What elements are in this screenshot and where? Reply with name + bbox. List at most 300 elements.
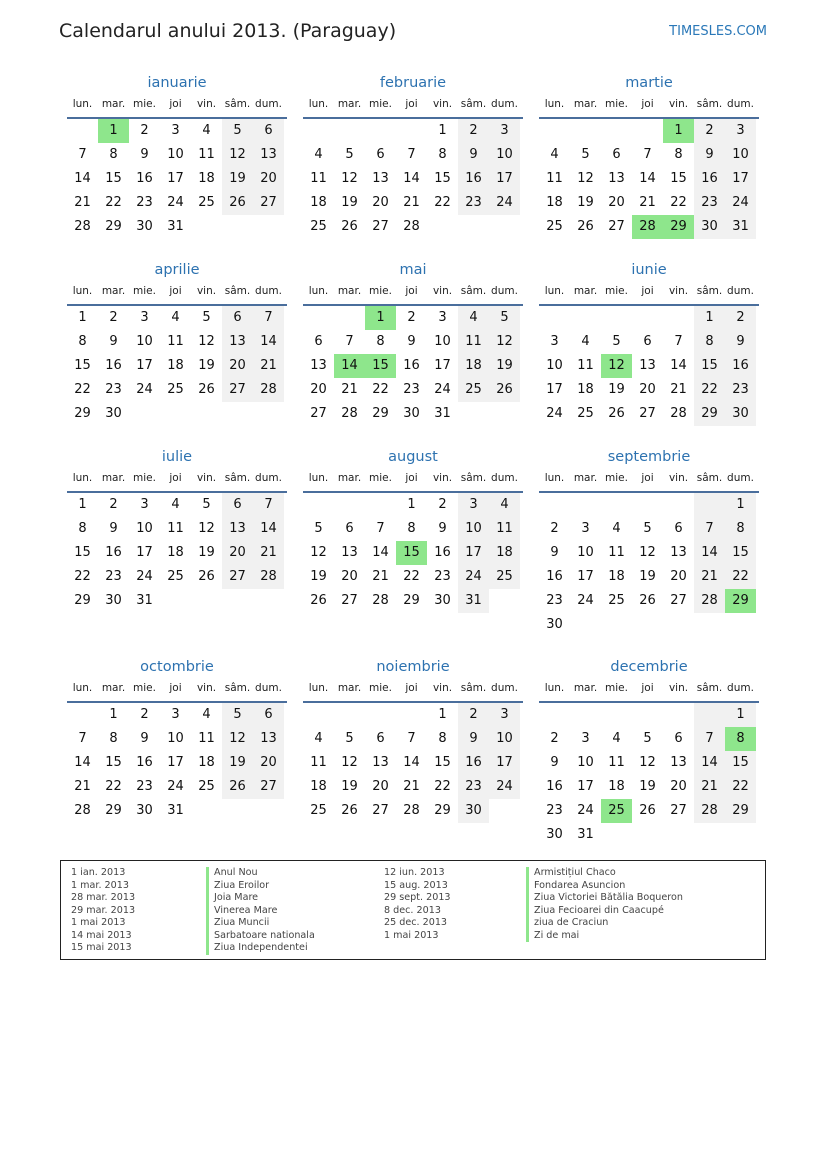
holiday-day-cell: 25 (601, 799, 632, 823)
empty-day-cell (694, 613, 725, 637)
day-cell: 18 (198, 755, 215, 770)
empty-day-cell (303, 306, 334, 330)
day-cell: 8 (725, 517, 756, 541)
day-cell: 3 (489, 703, 520, 727)
weekday-label: joi (641, 682, 654, 694)
legend-names-right (526, 867, 683, 942)
weekday-label: dum. (255, 472, 282, 484)
legend-date: 15 mai 2013 (71, 942, 132, 953)
legend-holiday-name: Joia Mare (206, 892, 315, 905)
day-cell: 31 (136, 593, 153, 608)
day-cell: 6 (314, 334, 323, 349)
day-cell: 27 (253, 775, 284, 799)
day-cell: 22 (725, 775, 756, 799)
weekday-label: lun. (72, 98, 93, 110)
empty-day-cell (303, 703, 334, 727)
holiday-day-cell: 15 (396, 541, 427, 565)
legend-holiday-name: Fondarea Asuncion (526, 880, 683, 893)
weekday-label: joi (405, 285, 418, 297)
weekday-label: joi (641, 285, 654, 297)
legend-date: 1 mai 2013 (71, 917, 126, 928)
day-cell: 20 (222, 354, 253, 378)
day-cell: 20 (372, 195, 389, 210)
day-cell: 28 (74, 219, 91, 234)
day-cell: 25 (458, 378, 489, 402)
day-cell: 24 (725, 191, 756, 215)
month-name: februarie (379, 75, 447, 91)
day-cell: 7 (78, 731, 87, 746)
legend-holiday-name: Ziua Fecioarei din Caacupé (526, 905, 683, 918)
day-cell: 3 (171, 123, 180, 138)
day-cell: 26 (639, 593, 656, 608)
day-cell: 25 (198, 779, 215, 794)
legend-date: 29 sept. 2013 (384, 892, 451, 903)
weekday-label: mar. (573, 285, 598, 297)
day-cell: 26 (198, 382, 215, 397)
day-cell: 27 (253, 191, 284, 215)
day-cell: 13 (222, 517, 253, 541)
site-link[interactable]: TIMESLES.COM (669, 24, 767, 39)
day-cell: 19 (198, 358, 215, 373)
empty-day-cell (570, 493, 601, 517)
holiday-day-cell: 15 (365, 354, 396, 378)
empty-day-cell (253, 402, 284, 426)
day-cell: 6 (376, 731, 385, 746)
week-row (539, 589, 759, 613)
day-cell: 7 (643, 147, 652, 162)
day-cell: 3 (438, 310, 447, 325)
weekday-label: vin. (668, 285, 689, 297)
empty-day-cell (570, 703, 601, 727)
day-cell: 10 (489, 143, 520, 167)
day-cell: 21 (253, 354, 284, 378)
week-row (539, 703, 759, 727)
week-row (539, 775, 759, 799)
weekday-header (539, 281, 759, 306)
month-name: octombrie (140, 659, 214, 675)
day-cell: 8 (407, 521, 416, 536)
day-cell: 12 (222, 727, 253, 751)
day-cell: 30 (136, 219, 153, 234)
weekday-label: joi (169, 682, 182, 694)
day-cell: 29 (434, 803, 451, 818)
day-cell: 4 (314, 147, 323, 162)
day-cell: 17 (725, 167, 756, 191)
day-cell: 7 (407, 147, 416, 162)
day-cell: 24 (489, 775, 520, 799)
day-cell: 21 (372, 569, 389, 584)
holiday-day-cell: 1 (98, 119, 129, 143)
weekday-label: lun. (308, 98, 329, 110)
weekday-label: lun. (72, 285, 93, 297)
weekday-label: mie. (369, 682, 392, 694)
day-cell: 26 (310, 593, 327, 608)
week-row (67, 378, 287, 402)
day-cell: 10 (434, 334, 451, 349)
weekday-label: lun. (544, 472, 565, 484)
empty-day-cell (253, 589, 284, 613)
weekday-header (67, 94, 287, 119)
day-cell: 23 (105, 382, 122, 397)
day-cell: 13 (372, 171, 389, 186)
weekday-label: mie. (133, 98, 156, 110)
day-cell: 9 (407, 334, 416, 349)
week-row (539, 823, 759, 847)
day-cell: 12 (198, 521, 215, 536)
day-cell: 25 (489, 565, 520, 589)
empty-day-cell (191, 402, 222, 426)
day-cell: 29 (403, 593, 420, 608)
day-cell: 3 (581, 731, 590, 746)
week-row (303, 306, 523, 330)
legend-date: 12 iun. 2013 (384, 867, 445, 878)
day-cell: 31 (167, 219, 184, 234)
weekday-label: joi (169, 472, 182, 484)
day-cell: 13 (639, 358, 656, 373)
month-decembrie (539, 656, 759, 847)
week-row (67, 565, 287, 589)
week-row (539, 378, 759, 402)
day-cell: 31 (577, 827, 594, 842)
empty-day-cell (632, 613, 663, 637)
day-cell: 19 (222, 751, 253, 775)
day-cell: 5 (345, 731, 354, 746)
day-cell: 30 (434, 593, 451, 608)
weekday-label: dum. (727, 98, 754, 110)
empty-day-cell (601, 119, 632, 143)
empty-day-cell (334, 119, 365, 143)
day-cell: 28 (403, 803, 420, 818)
weekday-label: joi (641, 98, 654, 110)
day-cell: 25 (198, 195, 215, 210)
day-cell: 27 (372, 219, 389, 234)
day-cell: 27 (222, 378, 253, 402)
empty-day-cell (601, 493, 632, 517)
holiday-day-cell: 28 (632, 215, 663, 239)
weekday-label: mie. (605, 285, 628, 297)
weekday-label: mar. (101, 98, 126, 110)
day-cell: 15 (105, 755, 122, 770)
weekday-label: sâm. (460, 285, 487, 297)
weekday-label: vin. (668, 682, 689, 694)
day-cell: 23 (725, 378, 756, 402)
day-cell: 22 (105, 779, 122, 794)
day-cell: 23 (136, 779, 153, 794)
day-cell: 13 (670, 545, 687, 560)
day-cell: 29 (74, 593, 91, 608)
day-cell: 30 (546, 827, 563, 842)
day-cell: 2 (550, 731, 559, 746)
empty-day-cell (601, 306, 632, 330)
day-cell: 5 (612, 334, 621, 349)
weekday-label: mie. (369, 98, 392, 110)
day-cell: 15 (725, 541, 756, 565)
day-cell: 29 (105, 219, 122, 234)
day-cell: 25 (167, 382, 184, 397)
empty-day-cell (253, 799, 284, 823)
day-cell: 17 (546, 382, 563, 397)
day-cell: 23 (546, 593, 563, 608)
weekday-label: sâm. (224, 682, 251, 694)
legend-date: 28 mar. 2013 (71, 892, 136, 903)
day-cell: 20 (670, 569, 687, 584)
week-row (67, 191, 287, 215)
day-cell: 11 (310, 755, 327, 770)
empty-day-cell (694, 703, 725, 727)
week-row (303, 330, 523, 354)
day-cell: 14 (372, 545, 389, 560)
day-cell: 10 (577, 545, 594, 560)
weekday-label: vin. (196, 472, 217, 484)
weekday-label: vin. (668, 472, 689, 484)
weekday-label: mar. (573, 682, 598, 694)
weekday-label: sâm. (460, 98, 487, 110)
day-cell: 22 (105, 195, 122, 210)
day-cell: 16 (136, 171, 153, 186)
day-cell: 12 (310, 545, 327, 560)
month-iulie (67, 446, 287, 613)
month-mai (303, 259, 523, 426)
week-row (303, 215, 523, 239)
day-cell: 10 (546, 358, 563, 373)
day-cell: 26 (489, 378, 520, 402)
week-row (539, 191, 759, 215)
day-cell: 6 (253, 703, 284, 727)
weekday-label: lun. (308, 472, 329, 484)
month-aprilie (67, 259, 287, 426)
day-cell: 27 (608, 219, 625, 234)
day-cell: 12 (639, 755, 656, 770)
empty-day-cell (539, 119, 570, 143)
week-row (539, 306, 759, 330)
empty-day-cell (632, 306, 663, 330)
day-cell: 11 (458, 330, 489, 354)
day-cell: 4 (612, 521, 621, 536)
day-cell: 28 (253, 565, 284, 589)
day-cell: 25 (577, 406, 594, 421)
empty-day-cell (160, 402, 191, 426)
day-cell: 10 (136, 334, 153, 349)
week-row (303, 167, 523, 191)
day-cell: 30 (546, 617, 563, 632)
day-cell: 21 (403, 779, 420, 794)
day-cell: 11 (198, 147, 215, 162)
day-cell: 1 (438, 707, 447, 722)
day-cell: 27 (341, 593, 358, 608)
day-cell: 5 (222, 703, 253, 727)
empty-day-cell (570, 613, 601, 637)
week-row (303, 589, 523, 613)
day-cell: 15 (74, 545, 91, 560)
day-cell: 13 (608, 171, 625, 186)
weekday-label: dum. (491, 98, 518, 110)
day-cell: 20 (639, 382, 656, 397)
legend-holiday-name: ziua de Craciun (526, 917, 683, 930)
day-cell: 25 (608, 593, 625, 608)
day-cell: 26 (608, 406, 625, 421)
day-cell: 4 (314, 731, 323, 746)
day-cell: 23 (458, 191, 489, 215)
week-row (539, 517, 759, 541)
week-row (303, 191, 523, 215)
day-cell: 22 (694, 378, 725, 402)
day-cell: 23 (136, 195, 153, 210)
day-cell: 18 (458, 354, 489, 378)
day-cell: 29 (105, 803, 122, 818)
day-cell: 4 (581, 334, 590, 349)
weekday-label: joi (169, 98, 182, 110)
empty-day-cell (663, 613, 694, 637)
weekday-label: joi (169, 285, 182, 297)
weekday-label: mar. (337, 682, 362, 694)
day-cell: 31 (458, 589, 489, 613)
day-cell: 12 (639, 545, 656, 560)
legend-date: 25 dec. 2013 (384, 917, 448, 928)
day-cell: 17 (136, 358, 153, 373)
day-cell: 8 (438, 147, 447, 162)
weekday-label: dum. (491, 682, 518, 694)
weekday-label: mie. (133, 682, 156, 694)
day-cell: 21 (341, 382, 358, 397)
weekday-header (67, 678, 287, 703)
day-cell: 10 (489, 727, 520, 751)
legend-holiday-name: Ziua Independentei (206, 942, 315, 955)
day-cell: 22 (403, 569, 420, 584)
day-cell: 10 (167, 147, 184, 162)
holiday-day-cell: 1 (663, 119, 694, 143)
week-row (539, 565, 759, 589)
weekday-label: mie. (605, 98, 628, 110)
day-cell: 4 (612, 731, 621, 746)
empty-day-cell (694, 823, 725, 847)
day-cell: 1 (438, 123, 447, 138)
empty-day-cell (539, 493, 570, 517)
weekday-label: sâm. (224, 285, 251, 297)
day-cell: 13 (253, 727, 284, 751)
day-cell: 16 (725, 354, 756, 378)
day-cell: 28 (403, 219, 420, 234)
day-cell: 21 (639, 195, 656, 210)
day-cell: 5 (202, 310, 211, 325)
legend-dates-right (384, 867, 451, 942)
weekday-label: dum. (255, 285, 282, 297)
day-cell: 16 (546, 779, 563, 794)
weekday-label: sâm. (460, 682, 487, 694)
day-cell: 29 (694, 402, 725, 426)
week-row (539, 727, 759, 751)
week-row (539, 613, 759, 637)
day-cell: 9 (140, 731, 149, 746)
day-cell: 14 (694, 541, 725, 565)
day-cell: 16 (546, 569, 563, 584)
day-cell: 4 (202, 707, 211, 722)
empty-day-cell (334, 703, 365, 727)
day-cell: 7 (376, 521, 385, 536)
empty-day-cell (663, 306, 694, 330)
week-row (303, 727, 523, 751)
day-cell: 4 (202, 123, 211, 138)
week-row (303, 402, 523, 426)
day-cell: 10 (577, 755, 594, 770)
day-cell: 3 (550, 334, 559, 349)
day-cell: 20 (310, 382, 327, 397)
day-cell: 22 (74, 382, 91, 397)
empty-day-cell (67, 703, 98, 727)
legend-date: 1 ian. 2013 (71, 867, 126, 878)
empty-day-cell (489, 402, 520, 426)
day-cell: 7 (694, 727, 725, 751)
month-name: mai (399, 262, 427, 278)
day-cell: 5 (202, 497, 211, 512)
day-cell: 20 (341, 569, 358, 584)
month-octombrie (67, 656, 287, 823)
day-cell: 13 (372, 755, 389, 770)
month-name: ianuarie (147, 75, 207, 91)
day-cell: 19 (608, 382, 625, 397)
weekday-header (303, 468, 523, 493)
week-row (67, 589, 287, 613)
month-noiembrie (303, 656, 523, 823)
day-cell: 7 (694, 517, 725, 541)
day-cell: 24 (489, 191, 520, 215)
weekday-label: dum. (491, 472, 518, 484)
holiday-day-cell: 14 (334, 354, 365, 378)
weekday-label: vin. (432, 682, 453, 694)
day-cell: 21 (694, 565, 725, 589)
legend-holiday-name: Zi de mai (526, 930, 683, 943)
week-row (67, 119, 287, 143)
legend-dates-left (71, 867, 135, 955)
empty-day-cell (601, 823, 632, 847)
day-cell: 30 (105, 406, 122, 421)
day-cell: 27 (222, 565, 253, 589)
day-cell: 9 (140, 147, 149, 162)
day-cell: 4 (458, 306, 489, 330)
day-cell: 16 (458, 167, 489, 191)
weekday-label: mar. (573, 98, 598, 110)
day-cell: 19 (222, 167, 253, 191)
month-name: martie (625, 75, 673, 91)
day-cell: 2 (458, 119, 489, 143)
week-row (67, 751, 287, 775)
day-cell: 16 (403, 358, 420, 373)
weekday-label: lun. (544, 98, 565, 110)
day-cell: 16 (105, 545, 122, 560)
day-cell: 30 (136, 803, 153, 818)
day-cell: 9 (694, 143, 725, 167)
weekday-header (539, 94, 759, 119)
day-cell: 5 (222, 119, 253, 143)
empty-day-cell (191, 799, 222, 823)
day-cell: 27 (670, 803, 687, 818)
day-cell: 11 (546, 171, 563, 186)
day-cell: 15 (725, 751, 756, 775)
day-cell: 13 (341, 545, 358, 560)
week-row (67, 517, 287, 541)
day-cell: 13 (253, 143, 284, 167)
weekday-label: vin. (196, 285, 217, 297)
day-cell: 20 (253, 167, 284, 191)
day-cell: 14 (670, 358, 687, 373)
month-name: decembrie (610, 659, 688, 675)
weekday-label: mar. (337, 472, 362, 484)
empty-day-cell (253, 215, 284, 239)
month-name: aprilie (154, 262, 200, 278)
weekday-label: dum. (491, 285, 518, 297)
week-row (67, 799, 287, 823)
weekday-label: joi (405, 472, 418, 484)
day-cell: 10 (725, 143, 756, 167)
